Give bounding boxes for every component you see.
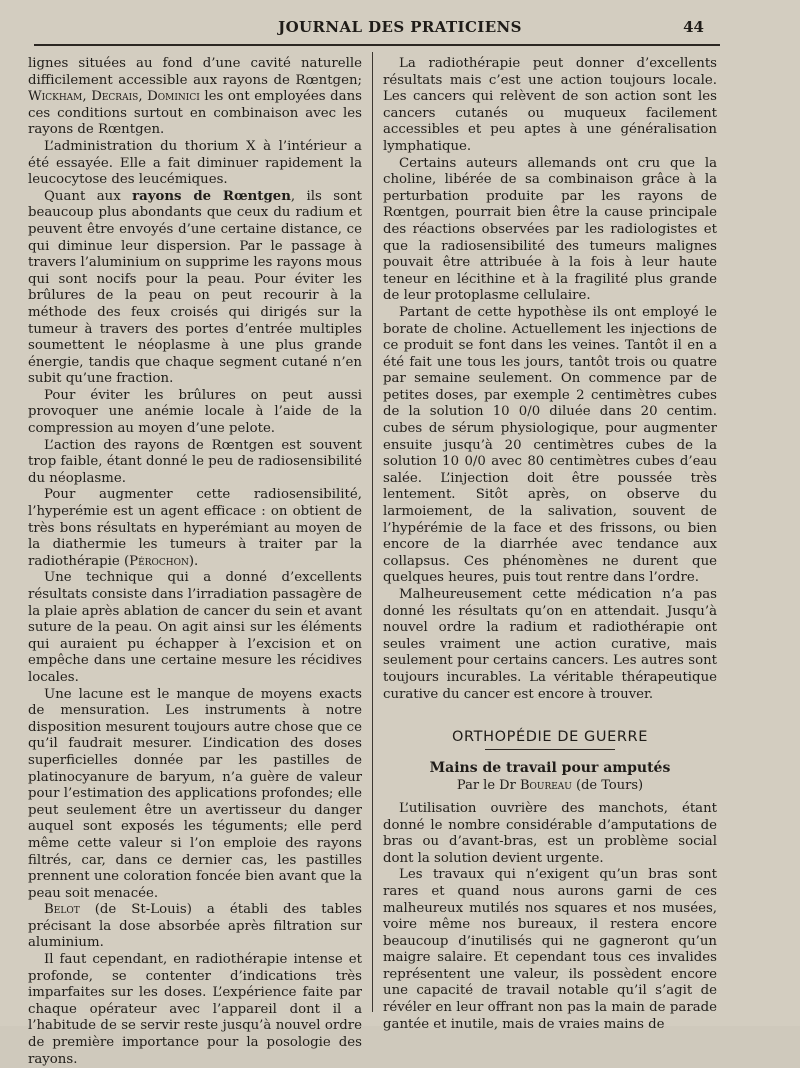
paragraph: L’action des rayons de Rœntgen est souvent trop faible, étant donné le peu de radiosensibilité du néoplasme. xyxy=(28,437,362,486)
right-column xyxy=(383,56,717,1033)
paragraph: Les travaux qui n’exigent qu’un bras sont rares et quand nous aurons garni de ces malheureux mutilés nos squares et nos musées, voire même nos bureaux, il restera encore beaucoup d’inutilisés qui ne gagneront qu’un maigre salaire. Et cependant tous ces invalides représentent une valeur, ils possèdent encore une capacité de travail notable qu’il s’agit de révéler en leur offrant non pas la main de parade gantée et inutile, mais de vraies mains de xyxy=(383,867,717,1032)
paragraph: Pour éviter les brûlures on peut aussi provoquer une anémie locale à l’aide de la compression au moyen d’une pelote. xyxy=(28,387,362,437)
running-head xyxy=(0,18,800,42)
paragraph: lignes situées au fond d’une cavité naturelle difficilement accessible aux rayons de Rœntgen; Wickham, Decrais, Dominici les ont employées dans ces conditions surtout en combinaison avec les rayons de Rœntgen. xyxy=(28,56,362,138)
paragraph: Malheureusement cette médication n’a pas donné les résultats qu’on en attendait. Jusqu’à nouvel ordre la radium et radiothérapie ont seules vraiment une action curative, mais seulement pour certains cancers. Les autres sont toujours incurables. La véritable thérapeutique curative du cancer est encore à trouver. xyxy=(383,587,717,702)
paragraph: La radiothérapie peut donner d’excellents résultats mais c’est une action toujours locale. Les cancers qui relèvent de son action sont les cancers cutanés ou muqueux facilement accessibles et peu aptes à une généralisation lymphatique. xyxy=(383,56,717,154)
section-rule xyxy=(485,749,615,750)
paragraph: L’administration du thorium X à l’intérieur a été essayée. Elle a fait diminuer rapidement la leucocytose des leucémiques. xyxy=(28,138,362,188)
paragraph: Certains auteurs allemands ont cru que la choline, libérée de sa combinaison grâce à la perturbation produite par les rayons de Rœntgen, pourrait bien être la cause principale des réactions observées par les radiologistes et que la radiosensibilité des tumeurs malignes pouvait être attribuée à la fois à leur haute teneur en lécithine et à la fragilité plus grande de leur protoplasme cellulaire. xyxy=(383,155,717,304)
paragraph: Une lacune est le manque de moyens exacts de mensuration. Les instruments à notre disposition mesurent toujours autre chose que ce qu’il faudrait mesurer. L’indication des doses superficielles donnée par les pastilles de platinocyanure de baryum, n’a guère de valeur pour l’estimation des applications profondes; elle peut seulement être un avertisseur du danger auquel sont exposés les téguments; elle perd même cette valeur si l’on emploie des rayons filtrés, car, dans ce dernier cas, les pastilles prennent une coloration foncée bien avant que la peau soit menacée. xyxy=(28,686,362,901)
left-column xyxy=(28,56,362,1068)
page-number: 44 xyxy=(683,18,704,36)
paragraph: Il faut cependant, en radiothérapie intense et profonde, se contenter d’indications très imparfaites sur les doses. L’expérience faite par chaque opérateur avec l’appareil dont il a l’habitude de se servir reste jusqu’à nouvel ordre de première importance pour la posologie des rayons. xyxy=(28,952,362,1067)
article-title: Mains de travail pour amputés xyxy=(429,759,671,776)
paragraph: Une technique qui a donné d’excellents résultats consiste dans l’irradiation passagère de la plaie après ablation de cancer du sein et avant suture de la peau. On agit ainsi sur les éléments qui auraient pu échapper à l’excision et on empêche dans une certaine mesure les récidives locales. xyxy=(28,570,362,685)
paragraph: Quant aux rayons de Rœntgen, ils sont beaucoup plus abondants que ceux du radium et peuvent être envoyés d’une certaine distance, ce qui diminue leur dispersion. Par le passage à travers l’aluminium on supprime les rayons mous qui sont nocifs pour la peau. Pour éviter les brûlures de la peau on peut recourir à la méthode des feux croisés qui dirigés sur la tumeur à travers des portes d’entrée multiples soumettent le néoplasme à une plus grande énergie, tandis que chaque segment cutané n’en subit qu’une fraction. xyxy=(28,188,363,387)
paragraph: L’utilisation ouvrière des manchots, étant donné le nombre considérable d’amputations de bras ou d’avant-bras, est un problème social dont la solution devient urgente. xyxy=(383,800,717,866)
header-rule xyxy=(34,44,720,46)
paragraph: Pour augmenter cette radiosensibilité, l’hyperémie est un agent efficace : on obtient de très bons résultats en hyperémiant au moyen de la diathermie les tumeurs à traiter par la radiothérapie (Pérochon). xyxy=(28,487,362,569)
journal-title: JOURNAL DES PRATICIENS xyxy=(278,18,522,36)
paragraph: Partant de cette hypothèse ils ont employé le borate de choline. Actuellement les injections de ce produit se font dans les veines. Tantôt il en a été fait une tous les jours, tantôt trois ou quatre par semaine seulement. On commence par de petites doses, par exemple 2 centimètres cubes de la solution 10 0/0 diluée dans 20 centim. cubes de sérum physiologique, pour augmenter ensuite jusqu’à 20 centimètres cubes de la solution 10 0/0 avec 80 centimètres cubes d’eau salée. L’injection doit être poussée très lentement. Sitôt après, on observe du larmoiement, de la salivation, souvent de l’hypérémie de la face et des frissons, ou bien encore de la diarrhée avec tendance aux collapsus. Ces phénomènes ne durent que quelques heures, puis tout rentre dans l’ordre. xyxy=(383,304,717,586)
section-heading: ORTHOPÉDIE DE GUERRE xyxy=(452,729,648,746)
column-divider xyxy=(372,52,373,1012)
byline: Par le Dr Boureau (de Tours) xyxy=(456,778,644,794)
paragraph: Belot (de St-Louis) a établi des tables précisant la dose absorbée après filtration sur aluminium. xyxy=(28,902,362,951)
